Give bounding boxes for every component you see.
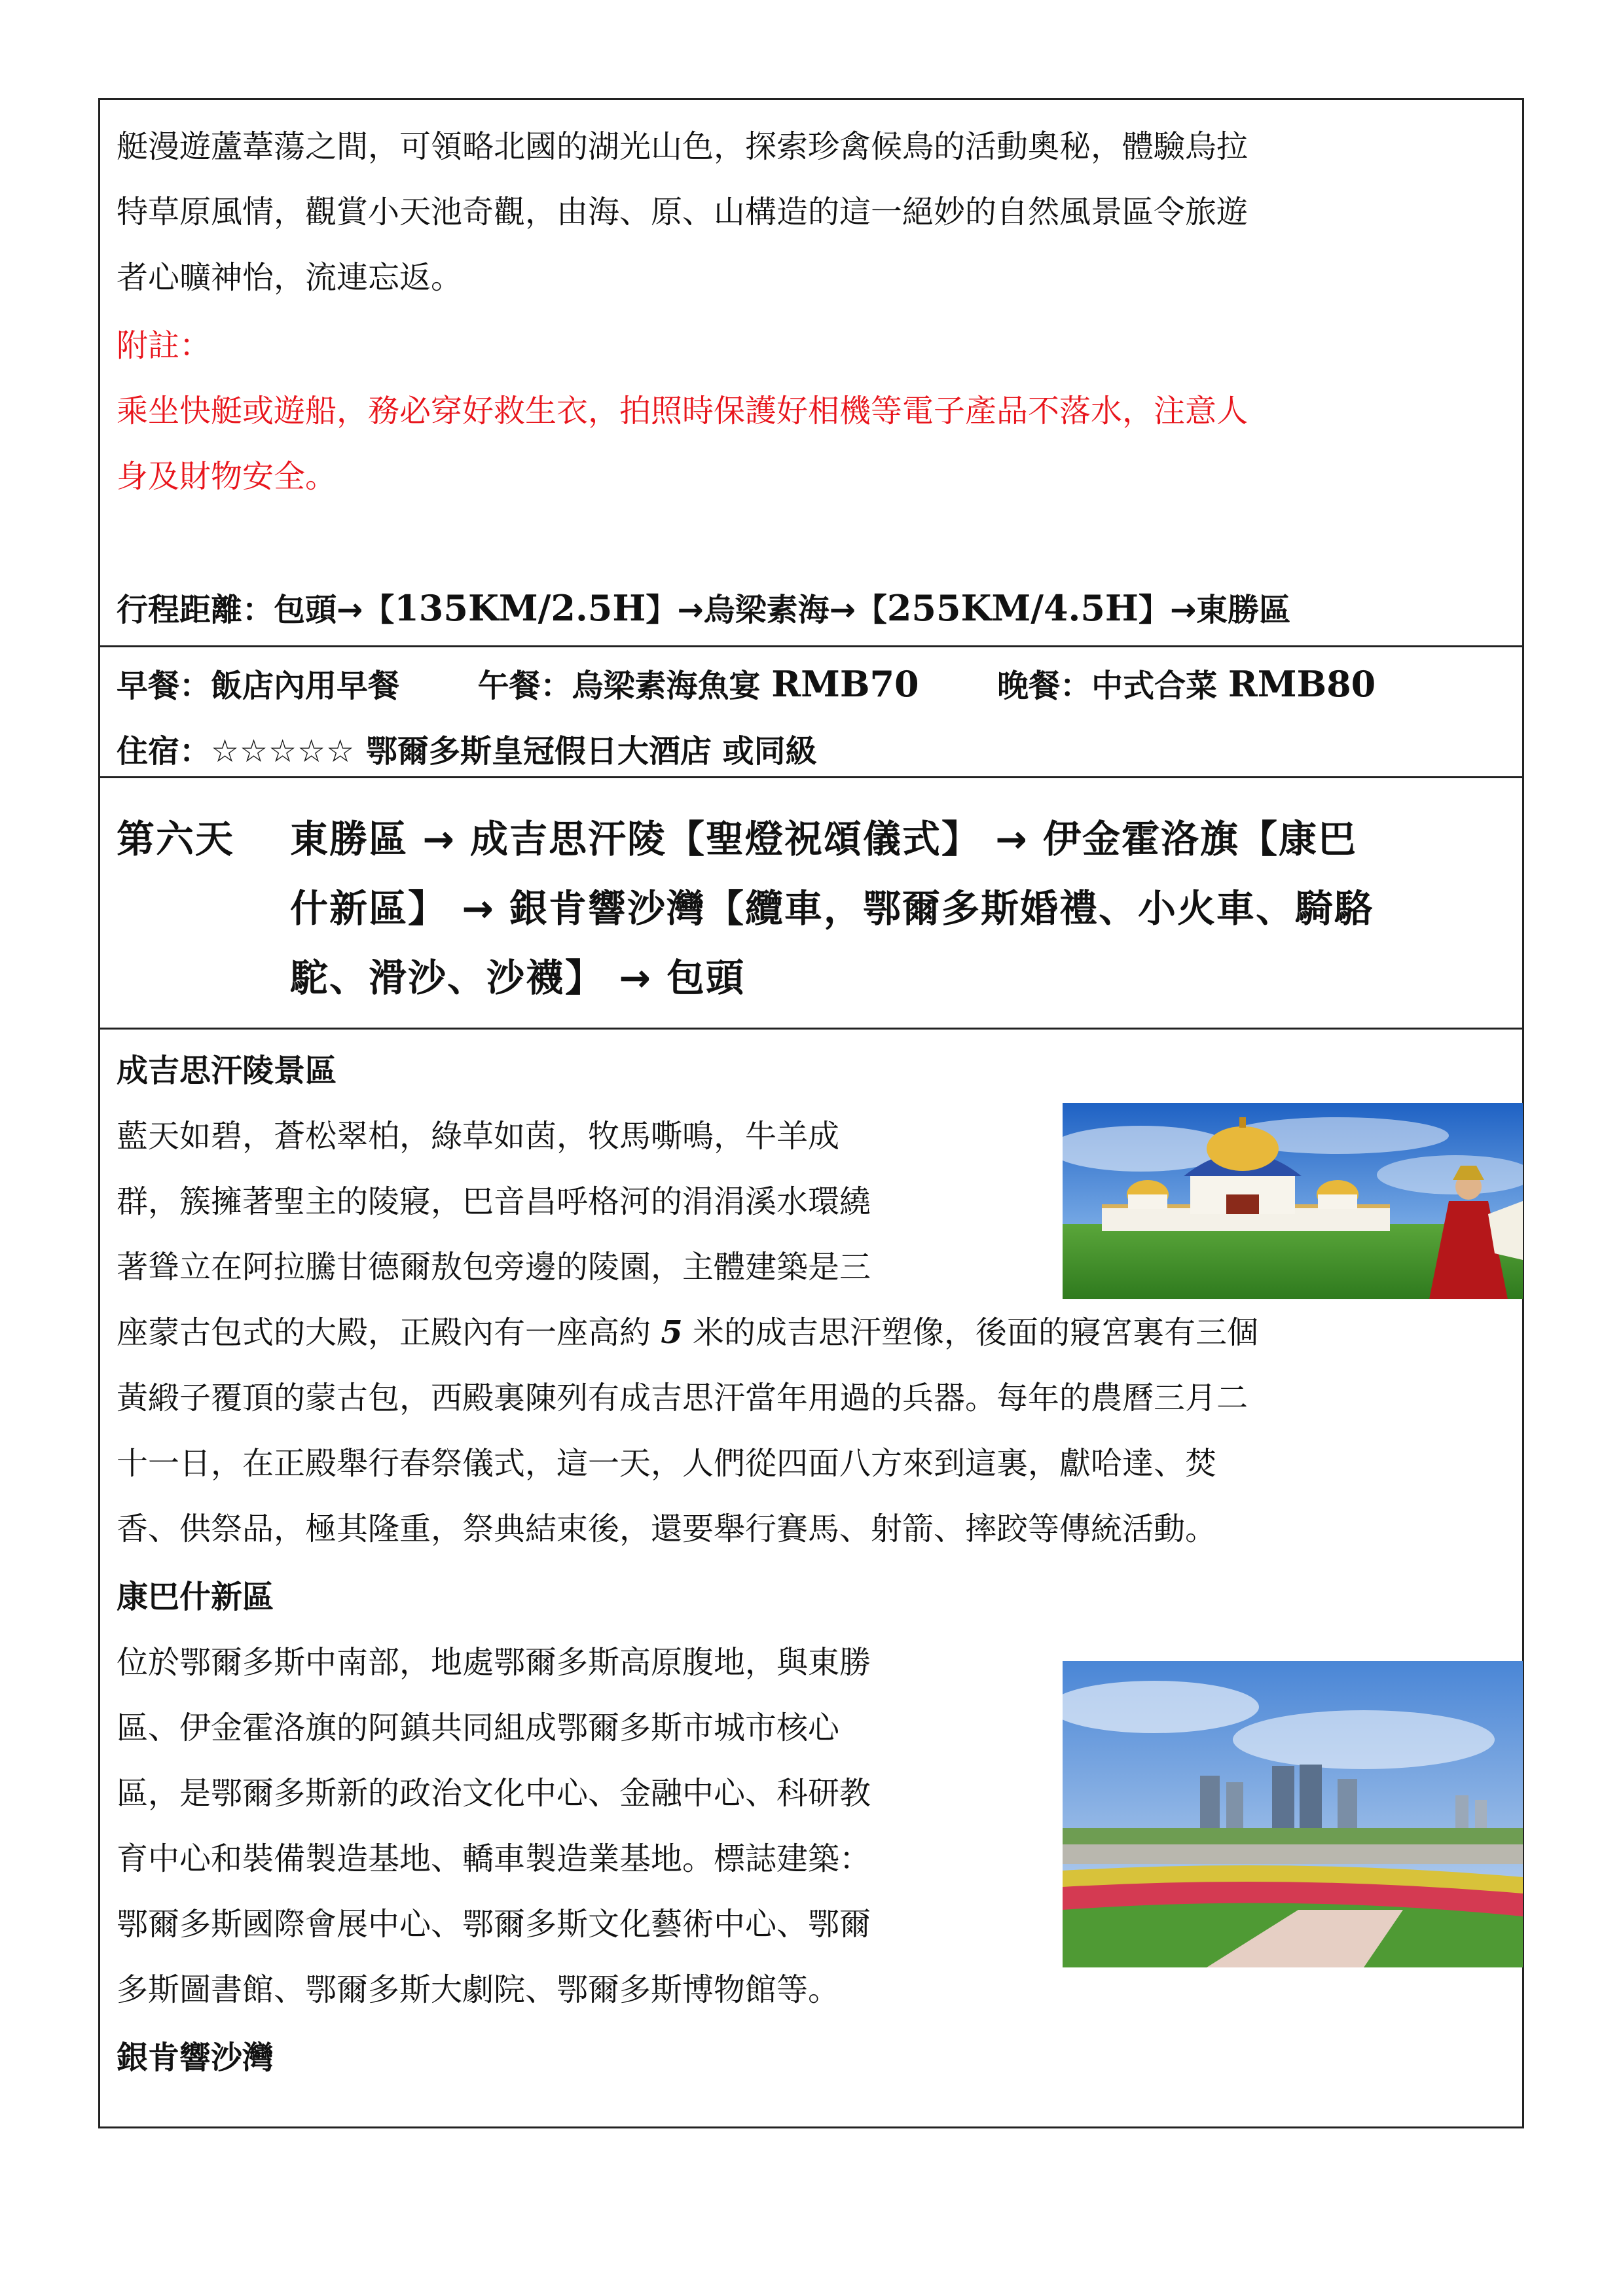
distance-mid: 】→烏梁素海→【 [646, 592, 887, 628]
note-line-2: 身及財物安全。 [117, 458, 337, 495]
day-route-line-3: 駝、滑沙、沙襪】 → 包頭 [290, 956, 745, 1000]
lunch-label: 午餐：烏梁素海魚宴 [477, 668, 761, 704]
hotel-label: 住宿： [117, 733, 211, 770]
day-route-line-2: 什新區】 → 銀肯響沙灣【纜車，鄂爾多斯婚禮、小火車、騎駱 [290, 886, 1374, 931]
genghis-height-num: 5 [661, 1314, 683, 1351]
kangbashi-line-1: 位於鄂爾多斯中南部，地處鄂爾多斯高原腹地，與東勝 [117, 1644, 871, 1681]
mausoleum-illustration [1063, 1103, 1523, 1299]
kangbashi-title: 康巴什新區 [117, 1579, 274, 1615]
itinerary-table [98, 98, 1524, 2128]
kangbashi-illustration [1063, 1661, 1523, 1967]
genghis-line-6: 十一日，在正殿舉行春祭儀式，這一天，人們從四面八方來到這裏，獻哈達、焚 [117, 1445, 1217, 1482]
distance-line [117, 584, 1290, 630]
hotel-name: 鄂爾多斯皇冠假日大酒店 或同級 [365, 733, 817, 770]
breakfast: 早餐：飯店內用早餐 [117, 668, 400, 704]
intro-section [100, 100, 1522, 645]
genghis-line-3: 著聳立在阿拉騰甘德爾敖包旁邊的陵園，主體建築是三 [117, 1249, 871, 1285]
kangbashi-line-2: 區、伊金霍洛旗的阿鎮共同組成鄂爾多斯市城市核心 [117, 1710, 840, 1746]
intro-line-2: 特草原風情，觀賞小天池奇觀，由海、原、山構造的這一絕妙的自然風景區令旅遊 [117, 194, 1249, 230]
meals-line [117, 660, 1376, 706]
kangbashi-line-5: 鄂爾多斯國際會展中心、鄂爾多斯文化藝術中心、鄂爾 [117, 1906, 871, 1943]
distance-end: 】→東勝區 [1138, 592, 1291, 628]
genghis-line-1: 藍天如碧，蒼松翠柏，綠草如茵，牧馬嘶鳴，牛羊成 [117, 1118, 840, 1155]
genghis-line-2: 群，簇擁著聖主的陵寢，巴音昌呼格河的涓涓溪水環繞 [117, 1183, 871, 1220]
dinner-price: RMB80 [1228, 663, 1376, 705]
meals-section [100, 647, 1522, 776]
genghis-line-7: 香、供祭品，極其隆重，祭典結束後，還要舉行賽馬、射箭、摔跤等傳統活動。 [117, 1511, 1217, 1547]
distance-seg1: 135KM/2.5H [394, 587, 646, 629]
genghis-line-4 [117, 1307, 1258, 1352]
note-line-1: 乘坐快艇或遊船，務必穿好救生衣，拍照時保護好相機等電子產品不落水，注意人 [117, 393, 1249, 429]
dinner-label: 晚餐：中式合菜 [997, 668, 1218, 704]
genghis-line-5: 黃緞子覆頂的蒙古包，西殿裏陳列有成吉思汗當年用過的兵器。每年的農曆三月二 [117, 1380, 1249, 1416]
kangbashi-line-4: 育中心和裝備製造基地、轎車製造業基地。標誌建築： [117, 1840, 871, 1877]
genghis-title: 成吉思汗陵景區 [117, 1052, 337, 1089]
kangbashi-line-6: 多斯圖書館、鄂爾多斯大劇院、鄂爾多斯博物館等。 [117, 1971, 840, 2008]
intro-line-3: 者心曠神怡，流連忘返。 [117, 259, 463, 296]
hotel-stars: ☆☆☆☆☆ [211, 733, 356, 770]
xiangshawan-title: 銀肯響沙灣 [117, 2039, 274, 2076]
attractions-section [100, 1030, 1522, 2129]
distance-label: 行程距離：包頭→【 [117, 592, 395, 628]
kangbashi-photo [1063, 1661, 1523, 1967]
day-route-line-1: 東勝區 → 成吉思汗陵【聖燈祝頌儀式】 → 伊金霍洛旗【康巴 [290, 817, 1357, 861]
distance-seg2: 255KM/4.5H [886, 587, 1139, 629]
day-header-section [100, 778, 1522, 1028]
genghis-line-4a: 座蒙古包式的大殿，正殿內有一座高約 [117, 1314, 651, 1351]
note-label: 附註： [117, 327, 211, 364]
genghis-line-4b: 米的成吉思汗塑像，後面的寢宮裏有三個 [692, 1314, 1258, 1351]
day-label: 第六天 [117, 817, 235, 861]
lunch-price: RMB70 [771, 663, 919, 705]
mausoleum-photo [1063, 1103, 1523, 1299]
hotel-line [117, 726, 817, 771]
intro-line-1: 艇漫遊蘆葦蕩之間，可領略北國的湖光山色，探索珍禽候鳥的活動奧秘，體驗烏拉 [117, 128, 1249, 165]
kangbashi-line-3: 區，是鄂爾多斯新的政治文化中心、金融中心、科研教 [117, 1775, 871, 1812]
